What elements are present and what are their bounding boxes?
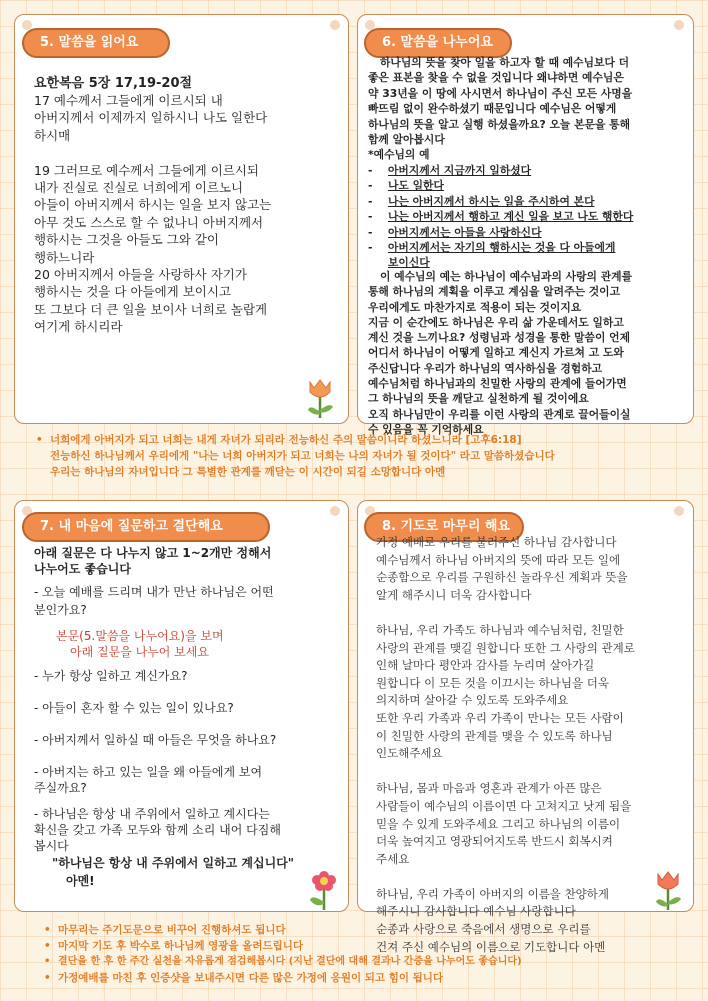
scripture-text — [34, 92, 271, 336]
prayer-line: 또한 우리 가족과 우리 가족이 만나는 모든 사람이 — [376, 710, 624, 725]
scripture-line: 행하느니라 — [34, 249, 95, 265]
memory-verse: • 너희에게 아버지가 되고 너희는 내게 자녀가 되리라 전능하신 주의 말씀이니라 하셨느니라 [고후6:18] — [50, 432, 522, 448]
verse-prayer: 우리는 하나님의 자녀입니다 그 특별한 관계를 깨닫는 이 시간이 되길 소망합니다 아멘 — [50, 466, 446, 478]
intro-line: 약 33년을 이 땅에 사시면서 하나님이 주신 모든 사명을 — [368, 86, 633, 100]
prayer-line: 의지하며 살아갈 수 있도록 도와주세요 — [376, 693, 569, 708]
scripture-line — [34, 144, 271, 161]
question-1: - 오늘 예배를 드리며 내가 만난 하나님은 어떤 — [34, 585, 274, 599]
scripture-line: 17 예수께서 그들에게 이르시되 내 — [34, 93, 223, 108]
intro-line: 빠뜨림 없이 완수하셨기 때문입니다 예수님은 어떻게 — [368, 102, 617, 116]
body-line: 오직 하나님만이 우리를 이런 사랑의 관계로 끌어들이실 — [368, 407, 631, 421]
body-line: 우리에게도 마찬가지로 적용이 되는 것이지요 — [368, 300, 582, 314]
section8-badge: 8. 기도로 마무리 해요 — [364, 512, 524, 542]
question-instruction: 아래 질문은 다 나누지 않고 1~2개만 정해서 — [34, 546, 272, 560]
scripture-line: 하시매 — [34, 127, 71, 143]
prayer-line: 순종과 사랑으로 죽음에서 생명으로 우리를 — [376, 922, 591, 937]
reflection-intro — [368, 55, 632, 163]
prayer-line: 더욱 높여지고 영광되어지도록 반드시 회복시켜 — [376, 834, 613, 849]
example-item: 보이신다 — [388, 256, 430, 270]
corner-dot — [330, 20, 340, 30]
tulip-icon — [300, 372, 340, 420]
declaration: "하나님은 항상 내 주위에서 일하고 계십니다" — [52, 856, 295, 870]
scripture-line: 여기게 하시리라 — [34, 319, 123, 335]
example-item: - 나는 아버지께서 행하고 계신 일을 보고 나도 행한다 — [368, 210, 634, 224]
example-item: - 나도 일한다 — [368, 179, 444, 193]
examples-heading: *예수님의 예 — [368, 148, 430, 162]
prayer-line: 인해 날마다 평안과 감사를 누리며 살아가길 — [376, 658, 595, 673]
example-item: - 아버지께서는 아들을 사랑하신다 — [368, 225, 542, 239]
scripture-reference: 요한복음 5장 17,19-20절 — [34, 76, 193, 91]
closing-note: • 가정예배를 마친 후 인증샷을 보내주시면 다른 많은 가정에 응원이 되고 힘이 됩니다 — [58, 970, 443, 986]
corner-dot — [674, 20, 684, 30]
closing-note: • 결단을 한 후 한 주간 실천을 자유롭게 점검해봅시다 (지난 결단에 대해 결과나 간증을 나누어도 좋습니다) — [58, 954, 522, 970]
prayer-line: 주세요 — [376, 851, 410, 866]
scripture-line: 아무 것도 스스로 할 수 없나니 아버지께서 — [34, 214, 264, 230]
corner-dot — [674, 506, 684, 516]
question-2: - 누가 항상 일하고 계신가요? — [34, 669, 188, 683]
prayer-line: 해주시니 감사합니다 예수님 사랑합니다 — [376, 904, 576, 919]
prayer-line: 하나님, 몸과 마음과 영혼과 관계가 아픈 많은 — [376, 781, 602, 796]
prayer-line: 건져 주신 예수님의 이름으로 기도합니다 아멘 — [376, 939, 606, 954]
prayer-line — [376, 604, 635, 622]
examples-list — [368, 163, 633, 271]
question-6: - 하나님은 항상 내 주위에서 일하고 계시다는 — [34, 807, 270, 821]
prayer-line: 사랑의 관계를 맺길 원합니다 또한 그 사랑의 관계로 — [376, 640, 635, 655]
scripture-line: 내가 진실로 진실로 너희에게 이르노니 — [34, 180, 244, 196]
question-6: 봅시다 — [34, 839, 69, 853]
question-instruction: 나누어도 좋습니다 — [34, 562, 131, 576]
scripture-line: 행하시는 것을 다 아들에게 보이시고 — [34, 284, 232, 300]
prayer-line: 예수님께서 하나님 아버지의 뜻에 따라 모든 일에 — [376, 552, 621, 567]
intro-line: 하나님의 뜻을 알고 실행 하셨을까요? 오늘 본문을 통해 — [368, 117, 631, 131]
body-line: 계신 것을 느끼나요? 성령님과 성경을 통한 말씀이 언제 — [368, 331, 631, 345]
intro-line: 함께 알아봅시다 — [368, 133, 445, 147]
section5-badge: 5. 말씀을 읽어요 — [22, 28, 170, 58]
question-5: 주실까요? — [34, 781, 87, 795]
prayer-line — [376, 868, 635, 886]
intro-line: 하나님의 뜻을 찾아 일을 하고자 할 때 예수님보다 더 — [380, 56, 630, 69]
prayer-line: 원합니다 이 모든 것을 이끄시는 하나님을 더욱 — [376, 675, 610, 690]
scripture-line: 20 아버지께서 아들을 사랑하사 자기가 — [34, 267, 247, 283]
body-line: 그 하나님의 뜻을 깨닫고 실천하게 될 것이에요 — [368, 392, 589, 406]
question-hint: 본문(5.말씀을 나누어요)을 보며 — [56, 629, 224, 643]
body-line: 통해 하나님의 계획을 이루고 계심을 알려주는 것이고 — [368, 285, 621, 299]
example-item: - 나는 아버지께서 하시는 일을 주시하여 본다 — [368, 194, 595, 208]
prayer-line: 가정 예배로 우리를 불러주신 하나님 감사합니다 — [376, 535, 617, 549]
prayer-line: 순종함으로 우리를 구원하신 놀라우신 계획과 뜻을 — [376, 570, 628, 585]
section7-badge: 7. 내 마음에 질문하고 결단해요 — [22, 512, 270, 542]
prayer-line: 인도해주세요 — [376, 746, 443, 761]
reflection-body — [368, 269, 632, 437]
scripture-line: 아들이 아버지께서 하시는 일을 보지 않고는 — [34, 197, 272, 213]
example-item: - 아버지께서는 자기의 행하시는 것을 다 아들에게 — [368, 241, 616, 255]
prayer-text — [376, 534, 635, 956]
body-line: 이 예수님의 예는 하나님이 예수님과의 사랑의 관계를 — [380, 270, 633, 283]
prayer-line: 이 친밀한 사랑의 관계를 맺을 수 있도록 하나님 — [376, 728, 613, 743]
scripture-line: 아버지께서 이제까지 일하시니 나도 일한다 — [34, 110, 268, 126]
body-line: 지금 이 순간에도 하나님은 우리 삶 가운데서도 일하고 — [368, 315, 624, 329]
closing-note: • 마지막 기도 후 박수로 하나님께 영광을 올려드립니다 — [58, 938, 303, 954]
closing-note: • 마무리는 주기도문으로 비꾸어 진행하셔도 됩니다 — [58, 922, 286, 938]
question-5: - 아버지는 하고 있는 일을 왜 아들에게 보여 — [34, 765, 263, 779]
question-3: - 아들이 혼자 할 수 있는 일이 있나요? — [34, 701, 234, 715]
question-6: 확신을 갖고 가족 모두와 함께 소리 내어 다짐해 — [34, 823, 281, 837]
body-line: 수 있음을 꼭 기억하세요 — [368, 422, 484, 436]
question-1: 분인가요? — [34, 603, 87, 617]
declaration-amen: 아멘! — [66, 874, 95, 888]
prayer-line: 믿을 수 있게 도와주세요 그리고 하나님의 이름이 — [376, 816, 621, 831]
flower-icon — [304, 864, 344, 912]
prayer-line — [376, 763, 635, 781]
body-line: 예수님처럼 하나님과의 친밀한 사랑의 관계에 들어가면 — [368, 377, 627, 391]
tulip-icon — [648, 864, 688, 912]
body-line: 주신답니다 우리가 하나님의 역사하심을 경험하고 — [368, 361, 603, 375]
question-4: - 아버지께서 일하실 때 아들은 무엇을 하나요? — [34, 733, 277, 747]
scripture-line: 행하시는 그것을 아들도 그와 같이 — [34, 232, 219, 248]
example-item: - 아버지께서 지금까지 일하셨다 — [368, 164, 532, 177]
corner-dot — [330, 506, 340, 516]
intro-line: 좋은 표본을 찾을 수 없을 것입니다 왜냐하면 예수님은 — [368, 71, 624, 85]
prayer-line: 하나님, 우리 가족이 아버지의 이름을 찬양하게 — [376, 886, 610, 901]
section6-badge: 6. 말씀을 나누어요 — [364, 28, 512, 58]
scripture-line: 또 그보다 더 큰 일을 보이사 너희로 놀랍게 — [34, 301, 268, 317]
body-line: 어디서 하나님이 어떻게 일하고 계신지 가르쳐 고 도와 — [368, 346, 624, 360]
prayer-line: 사람들이 예수님의 이름이면 다 고쳐지고 낫게 됨을 — [376, 798, 632, 813]
prayer-line: 하나님, 우리 가족도 하나님과 예수님처럼, 친밀한 — [376, 622, 624, 637]
prayer-line: 알게 해주시니 더욱 감사합니다 — [376, 587, 532, 602]
scripture-line: 19 그러므로 예수께서 그들에게 이르시되 — [34, 162, 259, 178]
verse-explanation: 전능하신 하나님께서 우리에게 "나는 너희 아버지가 되고 너희는 나의 자녀가 될 것이다" 라고 말씀하셨습니다 — [50, 450, 555, 462]
question-hint: 아래 질문을 나누어 보세요 — [70, 645, 209, 659]
